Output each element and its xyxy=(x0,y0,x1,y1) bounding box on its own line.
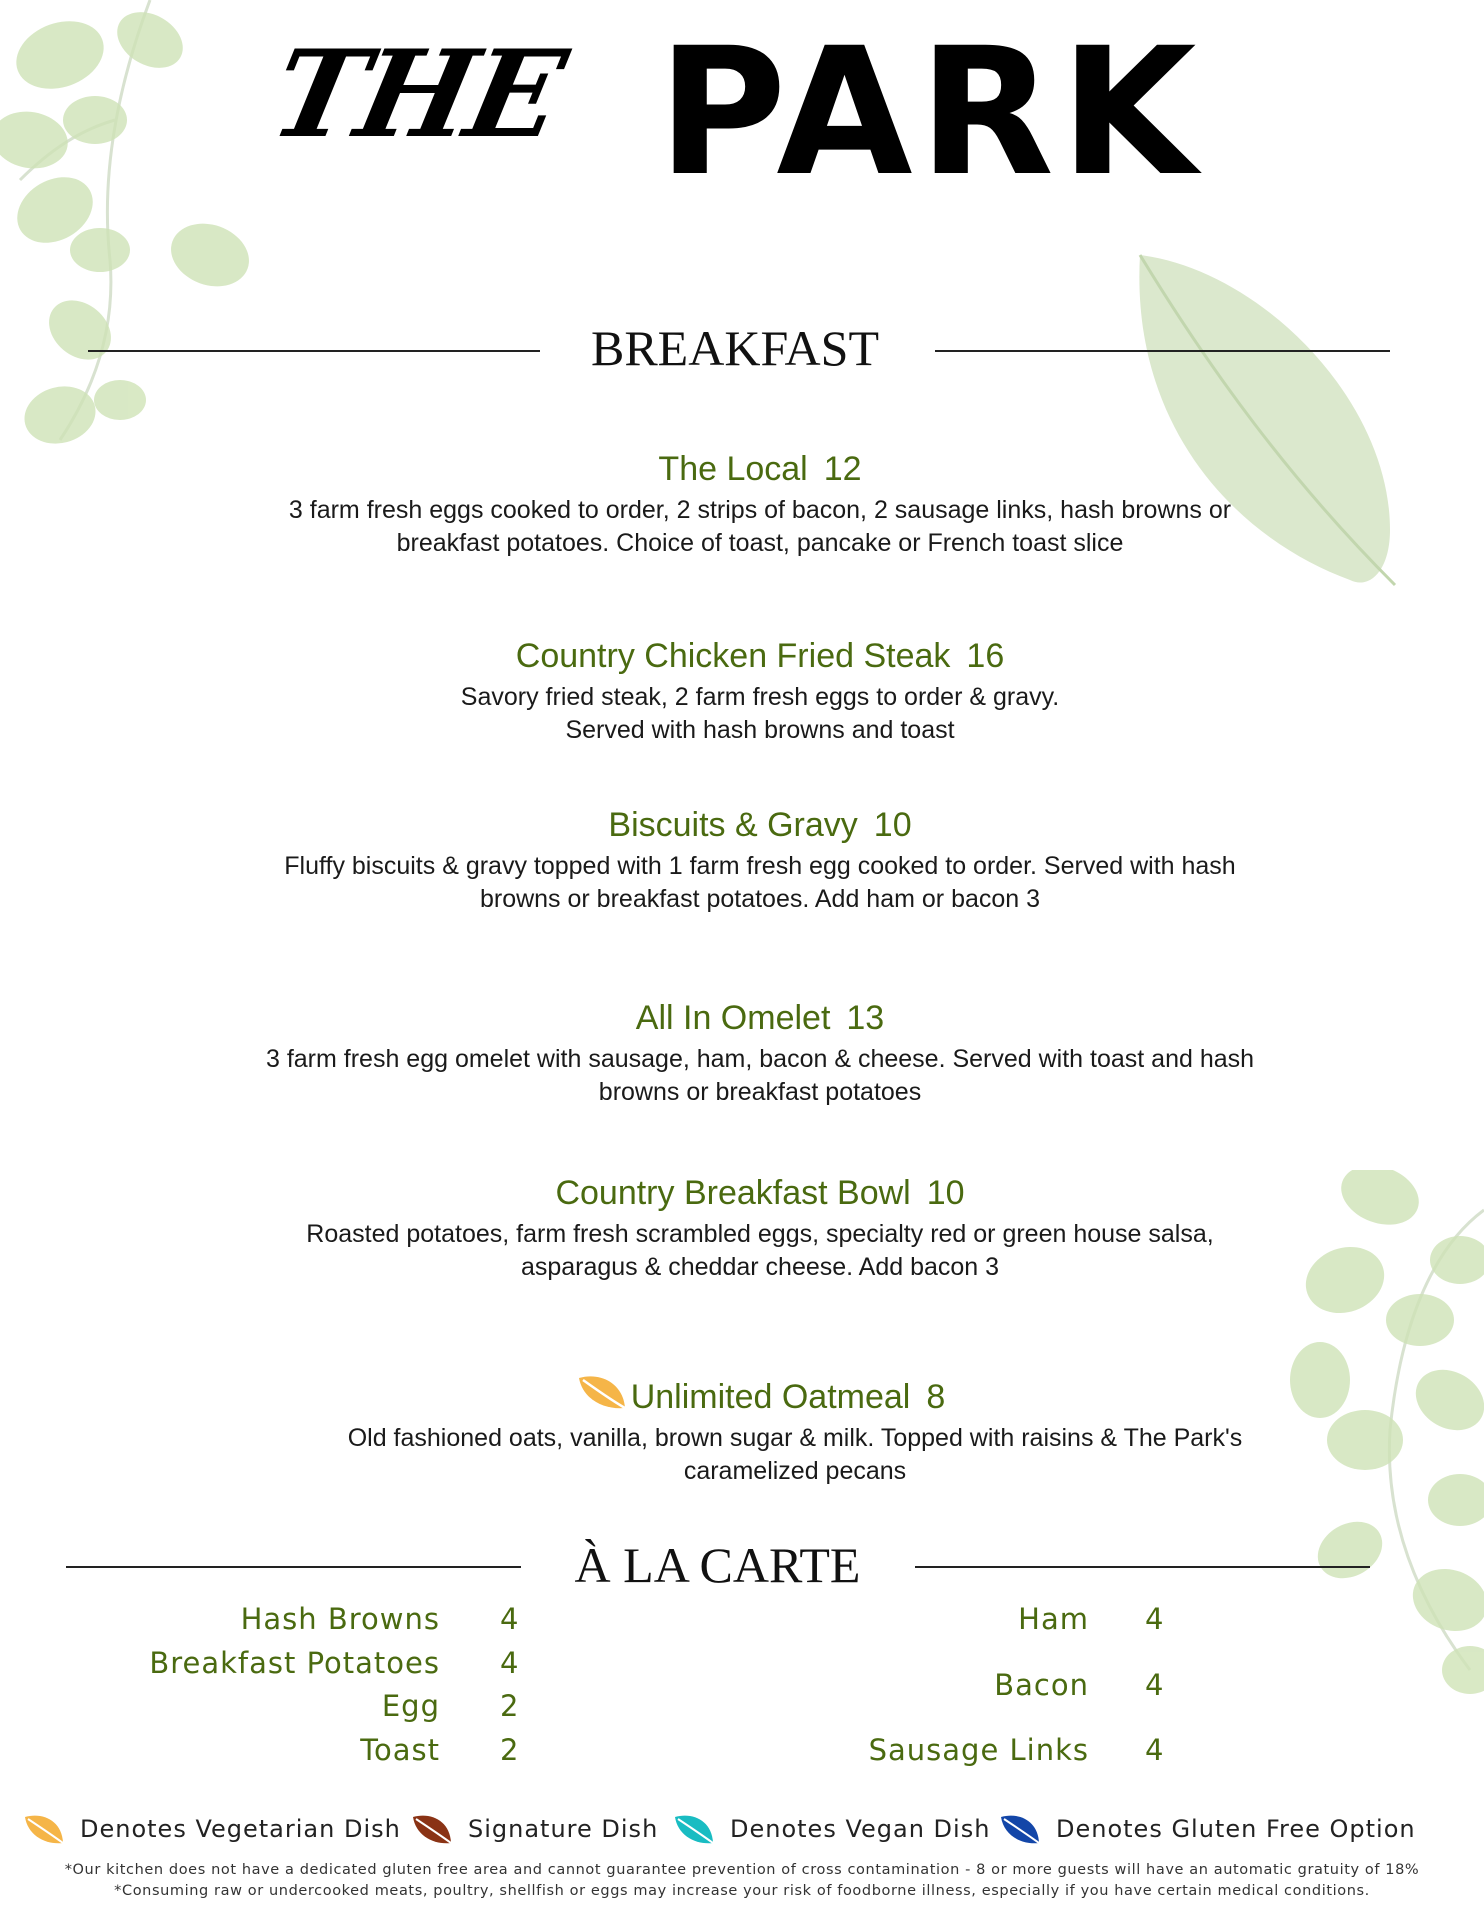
menu-item xyxy=(140,635,1380,747)
carte-item-name: Bacon xyxy=(994,1668,1089,1702)
carte-item-name: Ham xyxy=(1018,1602,1089,1636)
carte-item xyxy=(0,1602,540,1642)
menu-item xyxy=(140,804,1380,916)
menu-item xyxy=(140,1372,1380,1488)
legend-item xyxy=(22,1812,401,1846)
item-description: 3 farm fresh eggs cooked to order, 2 strips of bacon, 2 sausage links, hash browns or breakfast potatoes. Choice of toast, pancake or French toast slice xyxy=(288,496,1232,557)
item-name: Country Chicken Fried Steak xyxy=(515,637,951,675)
title-park: PARK xyxy=(657,10,1203,215)
item-title xyxy=(140,804,1380,846)
carte-item xyxy=(700,1602,1200,1642)
vegetarian-leaf-icon xyxy=(575,1372,629,1412)
legend-item xyxy=(410,1812,658,1846)
item-price: 10 xyxy=(873,806,912,844)
legend xyxy=(0,1812,1484,1852)
item-price: 10 xyxy=(926,1174,965,1212)
carte-item xyxy=(0,1646,540,1686)
item-price: 16 xyxy=(966,637,1005,675)
menu-item xyxy=(140,448,1380,560)
item-title xyxy=(140,997,1380,1039)
item-description: Roasted potatoes, farm fresh scrambled eggs, specialty red or green house salsa, asparagus & cheddar cheese. Add bacon 3 xyxy=(306,1220,1214,1281)
carte-item-price: 2 xyxy=(500,1733,520,1767)
carte-item-price: 2 xyxy=(500,1689,520,1723)
eucalyptus-branch-top-left-icon xyxy=(0,0,270,480)
disclaimer-gluten: *Our kitchen does not have a dedicated gluten free area and cannot guarantee prevention of cross contamination - 8 or more guests will have an automatic gratuity of 18% xyxy=(64,1862,1420,1878)
carte-item xyxy=(700,1668,1200,1708)
gluten-free-leaf-icon xyxy=(998,1812,1042,1846)
legend-item xyxy=(672,1812,990,1846)
item-description: Old fashioned oats, vanilla, brown sugar & milk. Topped with raisins & The Park's caramelized pecans xyxy=(347,1424,1243,1485)
carte-item-price: 4 xyxy=(500,1646,520,1680)
carte-item-name: Breakfast Potatoes xyxy=(149,1646,440,1680)
item-price: 8 xyxy=(926,1378,946,1416)
signature-leaf-icon xyxy=(410,1812,454,1846)
item-description: Savory fried steak, 2 farm fresh eggs to order & gravy. Served with hash browns and toast xyxy=(460,683,1060,744)
legend-label: Signature Dish xyxy=(468,1815,659,1843)
section-heading-a-la-carte: À LA CARTE xyxy=(574,1537,861,1593)
carte-item-name: Sausage Links xyxy=(868,1733,1089,1767)
item-description: 3 farm fresh egg omelet with sausage, ham, bacon & cheese. Served with toast and hash browns or breakfast potatoes xyxy=(265,1045,1255,1106)
carte-item-price: 4 xyxy=(500,1602,520,1636)
item-price: 13 xyxy=(846,999,885,1037)
carte-item-name: Toast xyxy=(360,1733,440,1767)
item-title xyxy=(140,1172,1380,1214)
section-heading-breakfast: BREAKFAST xyxy=(590,320,879,376)
item-name: The Local xyxy=(658,450,808,488)
divider-right xyxy=(915,1566,1370,1568)
carte-item xyxy=(0,1689,540,1729)
carte-item-price: 4 xyxy=(1145,1733,1165,1767)
item-name: All In Omelet xyxy=(635,999,831,1037)
item-name: Unlimited Oatmeal xyxy=(630,1378,911,1416)
divider-right xyxy=(935,350,1390,352)
title-the: THE xyxy=(260,24,573,165)
vegetarian-leaf-icon xyxy=(22,1812,66,1846)
divider-left xyxy=(66,1566,521,1568)
carte-item-name: Egg xyxy=(381,1689,440,1723)
item-title xyxy=(140,635,1380,677)
menu-item xyxy=(140,997,1380,1109)
carte-item xyxy=(700,1733,1200,1773)
menu-item xyxy=(140,1172,1380,1284)
item-title xyxy=(140,448,1380,490)
carte-item-price: 4 xyxy=(1145,1602,1165,1636)
legend-item xyxy=(998,1812,1416,1846)
carte-item-name: Hash Browns xyxy=(240,1602,440,1636)
vegan-leaf-icon xyxy=(672,1812,716,1846)
disclaimer-foodborne: *Consuming raw or undercooked meats, poultry, shellfish or eggs may increase your risk of foodborne illness, especially if you have certain medical conditions. xyxy=(114,1883,1370,1899)
item-description: Fluffy biscuits & gravy topped with 1 farm fresh egg cooked to order. Served with hash browns or breakfast potatoes. Add ham or bacon 3 xyxy=(284,852,1236,913)
item-name: Biscuits & Gravy xyxy=(608,806,858,844)
divider-left xyxy=(88,350,540,352)
legend-label: Denotes Vegan Dish xyxy=(730,1815,991,1843)
item-title xyxy=(140,1372,1380,1418)
legend-label: Denotes Vegetarian Dish xyxy=(80,1815,401,1843)
legend-label: Denotes Gluten Free Option xyxy=(1056,1815,1416,1843)
carte-item-price: 4 xyxy=(1145,1668,1165,1702)
item-price: 12 xyxy=(823,450,862,488)
carte-item xyxy=(0,1733,540,1773)
item-name: Country Breakfast Bowl xyxy=(555,1174,911,1212)
